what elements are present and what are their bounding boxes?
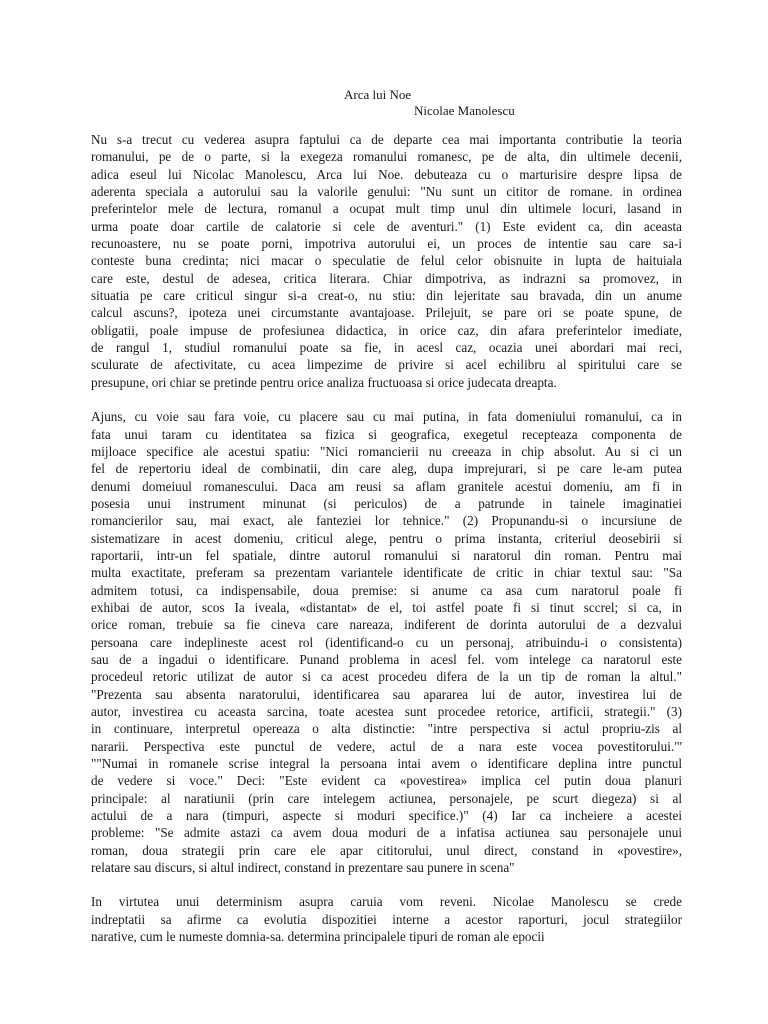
text-line: aderenta speciala a autorului sau la valorile genului: "Nu sunt un cititor de romane. in ordinea xyxy=(91,184,682,200)
document-title: Arca lui Noe xyxy=(344,87,412,102)
text-line: de vedere si voce." Deci: "Este evident ca «povestirea» implica cel putin doua planuri xyxy=(91,773,682,789)
text-line: fata unui taram cu identitatea sa fizica si geografica, exegetul recepteaza componenta de xyxy=(91,426,682,442)
text-line: actului de a nara (timpuri, aspecte si moduri specifice.)" (4) Iar ca incheiere a acestei xyxy=(91,808,682,824)
text-line: probleme: "Se admite astazi ca avem doua moduri de a infatisa actiunea sau personajele unui xyxy=(91,825,682,841)
text-line: procedeul retoric utilizat de autor si ca acest procedeu difera de la un tip de roman la altul." xyxy=(91,669,682,685)
text-line: in continuare, interpretul opereaza o alta distinctie: "intre perspectiva si actul propriu-zis al xyxy=(91,721,682,737)
text-line: fel de repertoriu ideal de combinatii, din care aleg, dupa imprejurari, si pe care le-am putea xyxy=(91,461,682,477)
text-line: calcul ascuns?, ipoteza unei circumstante avantajoase. Prilejuit, se pare ori se poate spune, de xyxy=(91,305,682,321)
text-line: In virtutea unui determinism asupra caruia vom reveni. Nicolae Manolescu se crede xyxy=(91,894,682,910)
text-line: Nu s-a trecut cu vederea asupra faptului ca de departe cea mai importanta contributie la teoria xyxy=(91,132,682,147)
text-line: admitem totusi, ca indispensabile, doua premise: si anume ca asa cum naratorul poale fi xyxy=(91,582,682,598)
text-line: Ajuns, cu voie sau fara voie, cu placere sau cu mai putina, in fata domeniului romanului, ca in xyxy=(91,409,682,425)
text-line: presupune, ori chiar se pretinde pentru orice analiza fructuoasa si orice judecata dreapta. xyxy=(91,374,557,390)
text-line: sistematizare in acest domeniu, criticul alege, pentru o prima instanta, criteriul deosebirii si xyxy=(91,530,682,546)
text-line: relatare sau discurs, si altul indirect, constand in prezentare sau punere in scena" xyxy=(91,860,515,876)
paragraph xyxy=(91,893,682,945)
text-line: conteste buna credinta; nici macar o speculatie de felul celor obisnuite in lupta de haituiala xyxy=(91,253,682,269)
text-line: ""Numai in romanele scrise integral la persoana intai avem o identificare deplina intre punctul xyxy=(91,756,682,772)
paragraph xyxy=(91,408,682,876)
text-line: roman, doua strategii prin care ele apar cititorului, unul direct, constand in «povestire», xyxy=(91,842,682,858)
text-line: "Prezenta sau absenta naratorului, identificarea sau apararea lui de autor, investirea lui de xyxy=(91,686,682,702)
text-line: urma poate doar cartile de calatorie si cele de aventuri." (1) Este evident ca, din aceasta xyxy=(91,218,682,234)
text-line: sau de a ingadui o identificare. Punand problema in acesl fel. vom intelege ca naratorul este xyxy=(91,651,682,667)
text-line: narative, cum le numeste domnia-sa. determina principalele tipuri de roman ale epocii xyxy=(91,929,545,945)
text-line: principale: al naratiunii (prin care intelegem actiunea, personajele, pe scurt diegeza) si al xyxy=(91,790,682,806)
text-line: raportarii, intr-un fel spatiale, dintre autorul romanului si naratorul din roman. Pentru mai xyxy=(91,547,682,563)
text-line: autor, investirea cu aceasta sarcina, toate acestea sunt procedee retorice, artificii, strategii." (3) xyxy=(91,704,682,719)
text-line: sculurate de afectivitate, cu acea limpezime de privire si acel echilibru al spiritului care se xyxy=(91,357,682,373)
text-line: orice roman, trebuie sa fie cineva care nareaza, indiferent de dorinta autorului de a dezvalui xyxy=(91,617,682,633)
text-line: exhibai de autor, scos Ia iveala, «distantat» de el, toi astfel poate fi si tinut sccrel; si ca, in xyxy=(91,599,682,615)
document-body xyxy=(91,131,682,962)
text-line: mijloace specifice ale acestui spatiu: "Nici romancierii nu creeaza in chip absolut. Au si ci un xyxy=(91,443,682,459)
text-line: romanului, pe de o parte, si la exegeza romanului romanesc, pe de alta, din ultimele decenii, xyxy=(91,149,682,165)
text-line: denumi domeiuul romanescului. Daca am reusi sa aflam granitele acestui domeniu, am fi in xyxy=(91,478,682,494)
text-line: situatia pe care criticul singur si-a creat-o, nu stiu: din lejeritate sau bravada, din un anume xyxy=(91,288,682,304)
text-line: obligatii, poale impuse de profesiunea didactica, in orice caz, din afara preferintelor imediate, xyxy=(91,322,682,338)
document-author: Nicolae Manolescu xyxy=(414,103,515,118)
text-line: multa exactitate, preferam sa prezentam variantele identificate de critic in chiar textul sau: "Sa xyxy=(91,565,682,581)
text-line: preferintelor mele de lectura, romanul a ocupat mult timp unul din ultimele locuri, lasand in xyxy=(91,201,682,217)
text-line: recunoastere, nu se poate porni, impotriva autorului ei, un proces de intentie sau care sa-i xyxy=(91,236,682,252)
text-line: indreptatii sa afirme ca evolutia dispozitiei interne a acestor raporturi, jocul strategiilor xyxy=(91,911,682,927)
text-line: romancierilor sau, mai exact, ale fanteziei lor tehnice." (2) Propunandu-si o incursiune de xyxy=(91,513,682,529)
text-line: adica eseul lui Nicolac Manolescu, Arca lui Noe. debuteaza cu o marturisire despre lipsa de xyxy=(91,166,682,182)
text-line: posesia unui instrument minunat (si periculos) de a patrunde in tainele imaginatiei xyxy=(91,495,682,511)
paragraph xyxy=(91,131,682,391)
text-line: care este, destul de adesea, critica literara. Chiar dimpotriva, as indrazni sa promovez, in xyxy=(91,270,682,286)
text-line: nararii. Perspectiva este punctul de vedere, actul de a nara este vocea povestitorului."' xyxy=(91,738,682,754)
text-line: persoana care indeplineste acest rol (identificand-o cu un personaj, atribuindu-i o consistenta) xyxy=(91,634,682,650)
text-line: de rangul 1, studiul romanului poate sa fie, in acesl caz, ocazia unei abordari mai reci, xyxy=(91,340,682,356)
